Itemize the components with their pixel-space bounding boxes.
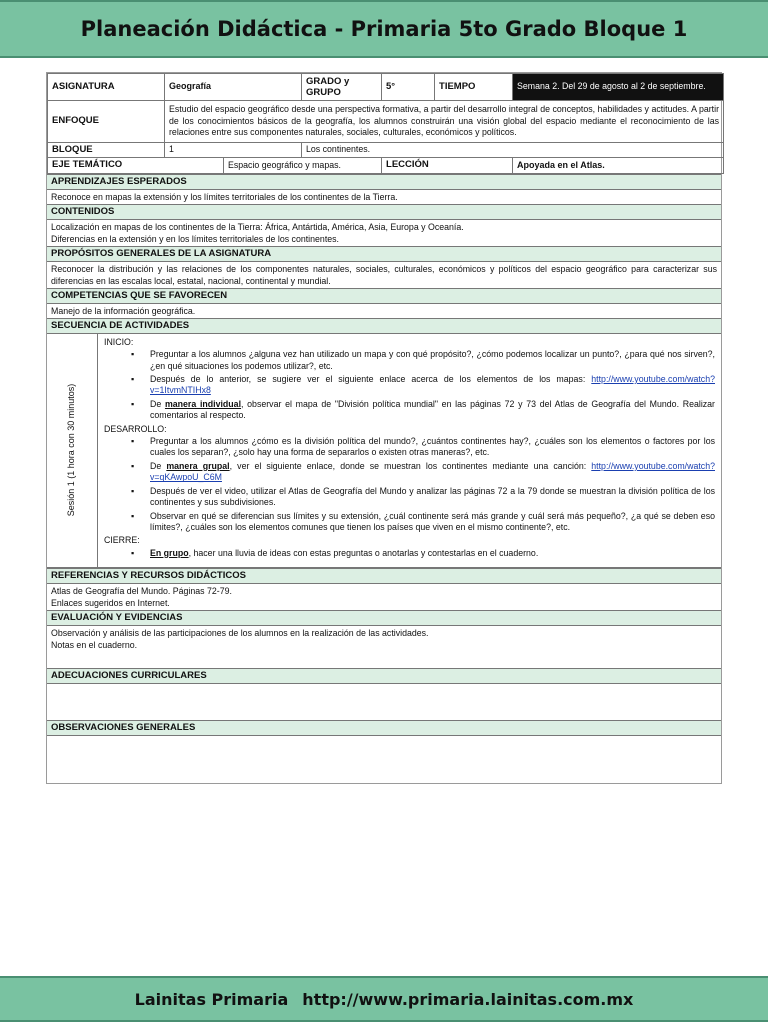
observaciones-blank-area	[47, 736, 721, 772]
evaluacion-heading: EVALUACIÓN Y EVIDENCIAS	[47, 610, 721, 626]
list-item: ▪ Después de lo anterior, se sugiere ver el siguiente enlace acerca de los elementos de los mapas: http://www.youtube.com/watch?v=1ItvmNTIHx8	[150, 374, 715, 397]
activities-body	[98, 334, 721, 568]
tiempo-value: Semana 2. Del 29 de agosto al 2 de septiembre.	[513, 74, 724, 101]
cierre-label: CIERRE:	[104, 535, 140, 546]
eje-value: Espacio geográfico y mapas.	[224, 158, 382, 173]
enfoque-value: Estudio del espacio geográfico desde una perspectiva formativa, a partir del desarrollo integral de conceptos, habilidades y actitudes. A partir de los conocimientos básicos de la geografía, los alumnos construirán una visión global del espacio mediante el reconocimiento de las relaciones entre sus componentes naturales, sociales, culturales, económicos y políticos.	[165, 101, 724, 143]
eje-label: EJE TEMÁTICO	[48, 158, 224, 173]
footer-band	[0, 976, 768, 1022]
session-label-cell	[47, 334, 98, 568]
desarrollo-label: DESARROLLO:	[104, 423, 167, 434]
referencias-text	[47, 584, 721, 610]
list-item: ▪ En grupo, hacer una lluvia de ideas con estas preguntas o anotarlas y contestarlas en el cuaderno.	[150, 548, 715, 559]
bloque-value: Los continentes.	[302, 143, 724, 158]
list-item: ▪ Preguntar a los alumnos ¿alguna vez han utilizado un mapa y con qué propósito?, ¿cómo podemos localizar un punto?, ¿para qué nos sirven?, ¿en qué situaciones los podemos utilizar?, etc.	[150, 349, 715, 372]
contenidos-line: Localización en mapas de los continentes de la Tierra: África, Antártida, América, Asia, Europa y Oceanía.	[51, 221, 464, 232]
list-item: ▪ De manera grupal, ver el siguiente enlace, donde se muestran los continentes mediante una canción: http://www.youtube.com/watch?v=qKAwpoU_C6M	[150, 461, 715, 484]
page-title: Planeación Didáctica - Primaria 5to Grado Bloque 1	[80, 17, 688, 41]
aprendizajes-text: Reconoce en mapas la extensión y los límites territoriales de los continentes de la Tierra.	[51, 191, 398, 202]
inicio-label: INICIO:	[104, 336, 134, 347]
footer-site-name: Lainitas Primaria	[134, 989, 289, 1009]
referencias-line: Atlas de Geografía del Mundo. Páginas 72-79.	[51, 586, 232, 597]
referencias-line: Enlaces sugeridos en Internet.	[51, 598, 170, 609]
session-label: Sesión 1 (1 hora con 30 minutos)	[66, 384, 77, 517]
observaciones-heading: OBSERVACIONES GENERALES	[47, 720, 721, 736]
list-item: ▪ Después de ver el video, utilizar el Atlas de Geografía del Mundo y analizar las páginas 72 a la 79 donde se muestran la división política de los continentes y sus subdivisiones.	[150, 486, 715, 509]
aprendizajes-heading: APRENDIZAJES ESPERADOS	[47, 174, 721, 190]
secuencia-block	[47, 334, 721, 569]
cierre-list	[104, 548, 715, 559]
evaluacion-line: Observación y análisis de las participaciones de los alumnos en la realización de las actividades.	[51, 628, 429, 639]
contenidos-line: Diferencias en la extensión y en los límites territoriales de los continentes.	[51, 233, 339, 244]
referencias-heading: REFERENCIAS Y RECURSOS DIDÁCTICOS	[47, 568, 721, 584]
adecuaciones-blank-area	[47, 684, 721, 720]
contenidos-text	[47, 220, 721, 246]
competencias-heading: COMPETENCIAS QUE SE FAVORECEN	[47, 288, 721, 304]
list-item: ▪ Observar en qué se diferencian sus límites y su extensión, ¿cuál continente será más grande y cuál será más pequeño?, ¿a qué se deben eso límites?, ¿cuáles son los elementos comunes que tienen los países que viven en el mismo continente?, etc.	[150, 511, 715, 534]
propositos-text: Reconocer la distribución y las relaciones de los componentes naturales, sociales, culturales, económicos y políticos del espacio geográfico para caracterizar sus diferencias en las escalas local, estatal, nacional, continental y mundial.	[51, 263, 717, 286]
adecuaciones-heading: ADECUACIONES CURRICULARES	[47, 668, 721, 684]
footer-url[interactable]: http://www.primaria.lainitas.com.mx	[302, 989, 634, 1009]
grado-label: GRADO y GRUPO	[302, 74, 382, 101]
inicio-list	[104, 349, 715, 422]
tiempo-label: TIEMPO	[435, 74, 513, 101]
contenidos-heading: CONTENIDOS	[47, 204, 721, 220]
lesson-plan-sheet	[46, 72, 722, 784]
continents-song-video-link[interactable]: http://www.youtube.com/watch?v=qKAwpoU_C6M	[150, 460, 715, 483]
asignatura-label: ASIGNATURA	[48, 74, 165, 101]
plan-info-table	[47, 73, 724, 174]
asignatura-value: Geografía	[165, 74, 302, 101]
leccion-label: LECCIÓN	[382, 158, 513, 173]
enfoque-label: ENFOQUE	[48, 101, 165, 143]
header-band	[0, 0, 768, 58]
propositos-heading: PROPÓSITOS GENERALES DE LA ASIGNATURA	[47, 246, 721, 262]
leccion-value: Apoyada en el Atlas.	[513, 158, 724, 173]
list-item: ▪ De manera individual, observar el mapa de "División política mundial" en las páginas 72 y 73 del Atlas de Geografía del Mundo. Realizar comentarios al respecto.	[150, 399, 715, 422]
competencias-text: Manejo de la información geográfica.	[51, 305, 196, 316]
evaluacion-line: Notas en el cuaderno.	[51, 640, 138, 651]
map-elements-video-link[interactable]: http://www.youtube.com/watch?v=1ItvmNTIHx8	[150, 373, 715, 396]
grado-value: 5°	[382, 74, 435, 101]
list-item: ▪ Preguntar a los alumnos ¿cómo es la división política del mundo?, ¿cuántos continentes hay?, ¿cuáles son los elementos o factores por los cuales los separan?, ¿solo hay una forma de separarlos o existen otras maneras?, etc.	[150, 436, 715, 459]
bloque-number: 1	[165, 143, 302, 158]
evaluacion-text	[47, 626, 721, 668]
secuencia-heading: SECUENCIA DE ACTIVIDADES	[47, 318, 721, 334]
desarrollo-list	[104, 436, 715, 533]
bloque-label: BLOQUE	[48, 143, 165, 158]
